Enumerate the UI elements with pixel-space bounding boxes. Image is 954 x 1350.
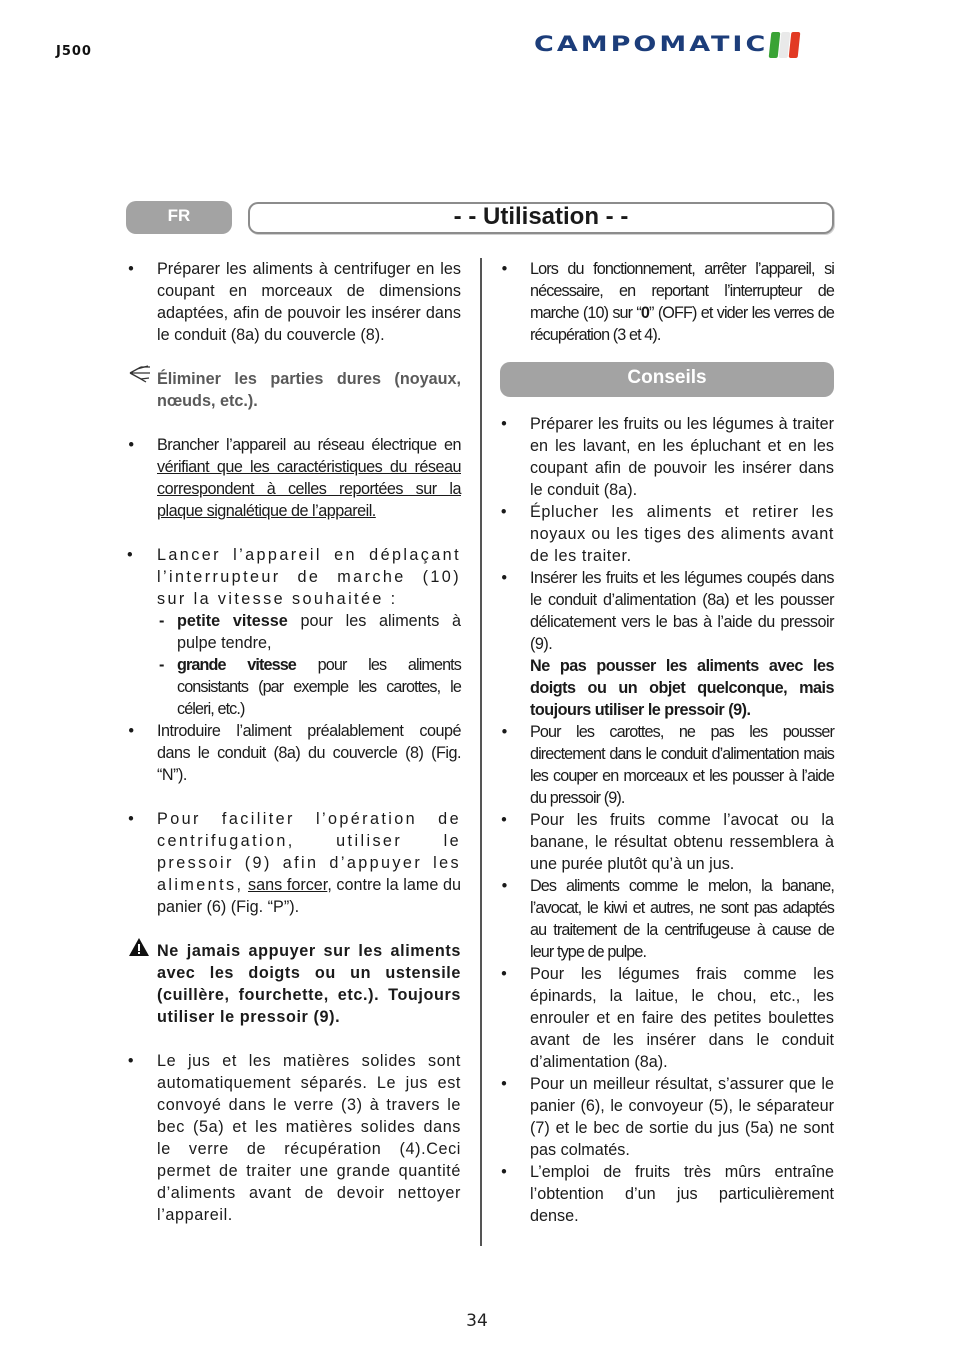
list-item: • Le jus et les matières solides sont automatiquement séparés. Le jus est convoyé dans le verre (3) à travers le bec (5a) et les matières solides dans le verre de récupération (4).Ceci permet de traiter une grande quantité d’aliments avant de devoir nettoyer l’appareil. [127, 1052, 461, 1224]
model-name: J500 [56, 44, 92, 59]
list-item: • Pour faciliter l’opération de centrifugation, utiliser le pressoir (9) afin d’appuyer les aliments, sans forcer, contre la lame du panier (6) (Fig. “P”). [128, 810, 461, 916]
hand-pointing-icon [128, 364, 152, 394]
speed-option: - grande vitesse pour les aliments consistants (par exemple les carottes, le céleri, etc.) [159, 656, 461, 718]
warning-icon [128, 936, 150, 964]
list-item: • Pour les carottes, ne pas les pousser directement dans le conduit d’alimentation mais les couper en morceaux et les pousser à l’aide du pressoir (9). [501, 723, 834, 807]
conseils-heading: Conseils [500, 362, 834, 397]
speed-option: - petite vitesse pour les aliments à pulpe tendre, [159, 612, 461, 652]
list-item: • Éplucher les aliments et retirer les noyaux ou les tiges des aliments avant de les traiter. [500, 503, 834, 565]
list-item: • Pour un meilleur résultat, s’assurer que le panier (6), le convoyeur (5), le séparateur (7) et le bec de sortie du jus (5a) ne sont pas colmatés. [501, 1075, 834, 1159]
list-item: • Préparer les fruits ou les légumes à traiter en les lavant, en les épluchant et en les coupant afin de pouvoir les insérer dans le conduit (8a). [501, 415, 834, 499]
italian-flag-icon [769, 32, 802, 58]
list-item: • Lancer l’appareil en déplaçant l’interrupteur de marche (10) sur la vitesse souhaitée : [126, 546, 461, 608]
list-item: • Brancher l’appareil au réseau électrique en vérifiant que les caractéristiques du réseau correspondent à celles reportées sur la plaque signalétique de l’appareil. [128, 436, 461, 520]
column-divider [480, 258, 482, 1246]
bold-warning: Ne pas pousser les aliments avec les doigts ou un objet quelconque, mais toujours utiliser le pressoir (9). [530, 657, 834, 719]
warning-note: Ne jamais appuyer sur les aliments avec les doigts ou un ustensile (cuillère, fourchette, etc.). Toujours utiliser le pressoir (9). [124, 940, 461, 1028]
left-column [124, 258, 461, 1226]
list-item: • Pour les légumes frais comme les épinards, la laitue, le chou, etc., les enrouler et en faire des petites boulettes avant de les insérer dans le conduit d’alimentation (8a). [501, 965, 834, 1071]
brand-wordmark: CAMPOMATIC [534, 32, 769, 57]
flag-stripe-red [789, 32, 801, 58]
section-title: - - Utilisation - - [248, 202, 834, 234]
tip-note: Éliminer les parties dures (noyaux, nœuds, etc.). [124, 368, 461, 412]
list-item: • Des aliments comme le melon, la banane, l’avocat, le kiwi et autres, ne sont pas adaptés au traitement de la centrifugeuse à cause de leur type de pulpe. [501, 877, 834, 961]
right-column [497, 258, 834, 1227]
list-item: • Insérer les fruits et les légumes coupés dans le conduit d’alimentation (8a) et les pousser délicatement vers le bas à l’aide du pressoir (9). Ne pas pousser les aliments avec les doigts ou un objet quelconque, mais toujours utiliser le pressoir (9). [501, 569, 834, 719]
list-item: • Préparer les aliments à centrifuger en les coupant en morceaux de dimensions adaptées, afin de pouvoir les insérer dans le conduit (8a) du couvercle (8). [128, 260, 461, 344]
list-item: • Lors du fonctionnement, arrêter l’appareil, si nécessaire, en reportant l’interrupteur de marche (10) sur “0” (OFF) et vider les verres de récupération (3 et 4). [501, 260, 834, 344]
language-tab: FR [126, 201, 232, 234]
brand-logo [534, 28, 800, 62]
list-item: • L’emploi de fruits très mûrs entraîne l’obtention d’un jus particulièrement dense. [501, 1163, 834, 1225]
underlined-text: vérifiant que les caractéristiques du réseau correspondent à celles reportées sur la plaque signalétique de l’appareil. [157, 458, 461, 520]
list-item: • Introduire l’aliment préalablement coupé dans le conduit (8a) du couvercle (8) (Fig. “N”). [128, 722, 461, 784]
list-item: • Pour les fruits comme l’avocat ou la banane, le résultat obtenu ressemblera à une purée plutôt qu’à un jus. [501, 811, 834, 873]
page-number: 34 [466, 1311, 488, 1331]
